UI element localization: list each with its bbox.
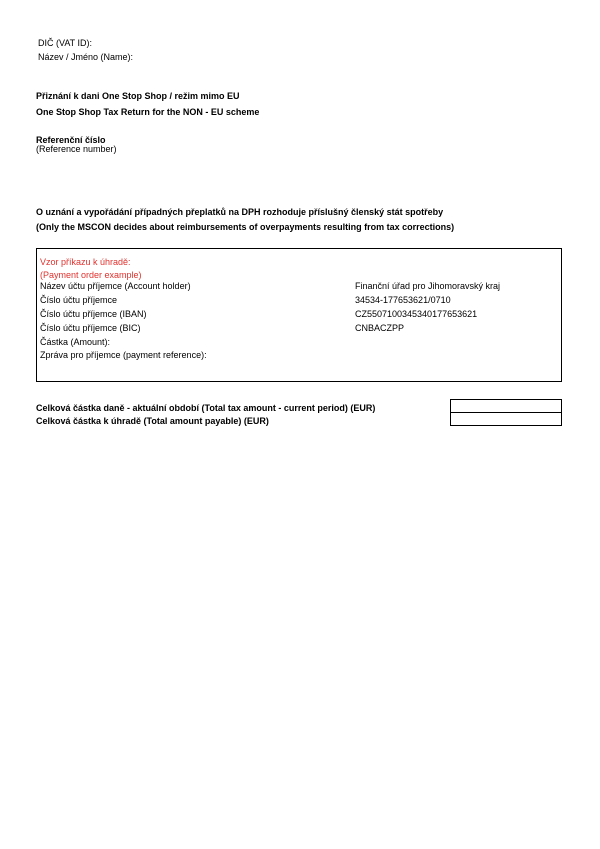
name-label: Název / Jméno (Name): bbox=[38, 52, 134, 62]
iban-value: CZ5507100345340177653621 bbox=[355, 309, 478, 319]
payment-order-box bbox=[36, 248, 562, 382]
notice-cz: O uznání a vypořádání případných přeplatků na DPH rozhoduje příslušný členský stát spotřeby bbox=[36, 207, 444, 217]
bic-value: CNBACZPP bbox=[355, 323, 405, 333]
account-number-value: 34534-177653621/0710 bbox=[355, 295, 451, 305]
account-holder-value: Finanční úřad pro Jihomoravský kraj bbox=[355, 281, 501, 291]
total-amount-payable-field[interactable] bbox=[450, 412, 562, 426]
amount-label: Částka (Amount): bbox=[40, 337, 111, 347]
payment-order-heading-cz: Vzor příkazu k úhradě: bbox=[40, 257, 131, 267]
reference-label-en: (Reference number) bbox=[36, 144, 117, 154]
notice-en: (Only the MSCON decides about reimbursements of overpayments resulting from tax corrections) bbox=[36, 222, 455, 232]
bic-label: Číslo účtu příjemce (BIC) bbox=[40, 323, 141, 333]
account-holder-label: Název účtu příjemce (Account holder) bbox=[40, 281, 191, 291]
iban-label: Číslo účtu příjemce (IBAN) bbox=[40, 309, 147, 319]
total-amount-payable-label: Celková částka k úhradě (Total amount payable) (EUR) bbox=[36, 416, 269, 426]
form-title-cz: Přiznání k dani One Stop Shop / režim mimo EU bbox=[36, 91, 240, 101]
payment-order-heading-en: (Payment order example) bbox=[40, 270, 142, 280]
total-tax-current-period-field[interactable] bbox=[450, 399, 562, 413]
form-title-en: One Stop Shop Tax Return for the NON - EU scheme bbox=[36, 107, 260, 117]
account-number-label: Číslo účtu příjemce bbox=[40, 295, 118, 305]
payment-reference-label: Zpráva pro příjemce (payment reference): bbox=[40, 350, 207, 360]
total-tax-current-period-label: Celková částka daně - aktuální období (Total tax amount - current period) (EUR) bbox=[36, 403, 376, 413]
vat-id-label: DIČ (VAT ID): bbox=[38, 38, 92, 48]
reference-label-cz: Referenční číslo bbox=[36, 135, 106, 145]
